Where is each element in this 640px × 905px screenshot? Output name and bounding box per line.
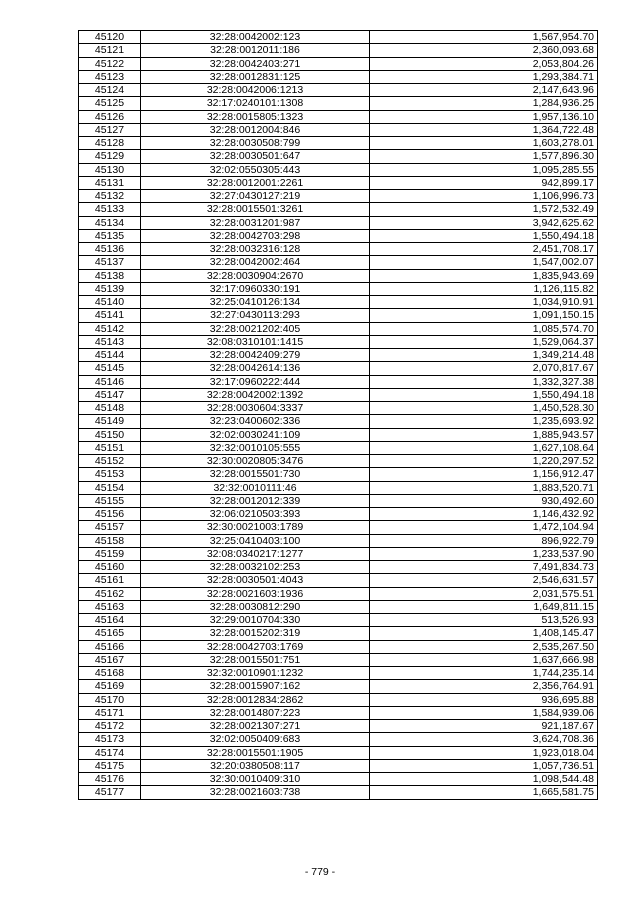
cadastral-number-cell: 32:29:0010704:330 bbox=[141, 614, 370, 627]
table-row bbox=[79, 534, 598, 547]
table-row bbox=[79, 309, 598, 322]
table-row bbox=[79, 44, 598, 57]
row-number-cell: 45166 bbox=[79, 640, 141, 653]
row-number-cell: 45148 bbox=[79, 402, 141, 415]
table-row bbox=[79, 494, 598, 507]
cadastral-number-cell: 32:28:0012831:125 bbox=[141, 70, 370, 83]
row-number-cell: 45176 bbox=[79, 773, 141, 786]
value-cell: 2,070,817.67 bbox=[370, 362, 598, 375]
row-number-cell: 45169 bbox=[79, 680, 141, 693]
value-cell: 1,091,150.15 bbox=[370, 309, 598, 322]
value-cell: 942,899.17 bbox=[370, 176, 598, 189]
cadastral-number-cell: 32:28:0042002:1392 bbox=[141, 388, 370, 401]
cadastral-number-cell: 32:28:0042002:123 bbox=[141, 31, 370, 44]
row-number-cell: 45133 bbox=[79, 203, 141, 216]
table-row bbox=[79, 150, 598, 163]
cadastral-number-cell: 32:28:0031201:987 bbox=[141, 216, 370, 229]
value-cell: 1,332,327.38 bbox=[370, 375, 598, 388]
value-cell: 2,535,267.50 bbox=[370, 640, 598, 653]
row-number-cell: 45127 bbox=[79, 123, 141, 136]
value-cell: 1,665,581.75 bbox=[370, 786, 598, 799]
row-number-cell: 45120 bbox=[79, 31, 141, 44]
cadastral-number-cell: 32:28:0042403:271 bbox=[141, 57, 370, 70]
table-row bbox=[79, 190, 598, 203]
cadastral-number-cell: 32:28:0042703:1769 bbox=[141, 640, 370, 653]
table-row bbox=[79, 84, 598, 97]
cadastral-number-cell: 32:30:0021003:1789 bbox=[141, 521, 370, 534]
value-cell: 1,235,693.92 bbox=[370, 415, 598, 428]
value-cell: 1,584,939.06 bbox=[370, 706, 598, 719]
cadastral-number-cell: 32:28:0042002:464 bbox=[141, 256, 370, 269]
table-row bbox=[79, 282, 598, 295]
value-cell: 1,883,520.71 bbox=[370, 481, 598, 494]
cadastral-number-cell: 32:27:0430113:293 bbox=[141, 309, 370, 322]
row-number-cell: 45128 bbox=[79, 137, 141, 150]
value-cell: 2,147,643.96 bbox=[370, 84, 598, 97]
row-number-cell: 45144 bbox=[79, 349, 141, 362]
cadastral-number-cell: 32:28:0012012:339 bbox=[141, 494, 370, 507]
value-cell: 7,491,834.73 bbox=[370, 561, 598, 574]
row-number-cell: 45150 bbox=[79, 428, 141, 441]
row-number-cell: 45137 bbox=[79, 256, 141, 269]
page-number: - 779 - bbox=[304, 866, 336, 878]
value-cell: 921,187.67 bbox=[370, 720, 598, 733]
table-row bbox=[79, 31, 598, 44]
value-cell: 1,547,002.07 bbox=[370, 256, 598, 269]
row-number-cell: 45138 bbox=[79, 269, 141, 282]
cadastral-value-table bbox=[78, 30, 598, 800]
table-row bbox=[79, 296, 598, 309]
cadastral-number-cell: 32:32:0010901:1232 bbox=[141, 667, 370, 680]
value-cell: 930,492.60 bbox=[370, 494, 598, 507]
cadastral-number-cell: 32:02:0550305:443 bbox=[141, 163, 370, 176]
table-row bbox=[79, 70, 598, 83]
table-row bbox=[79, 97, 598, 110]
row-number-cell: 45160 bbox=[79, 561, 141, 574]
row-number-cell: 45168 bbox=[79, 667, 141, 680]
value-cell: 1,577,896.30 bbox=[370, 150, 598, 163]
table-row bbox=[79, 680, 598, 693]
table-row bbox=[79, 123, 598, 136]
cadastral-number-cell: 32:28:0015501:751 bbox=[141, 653, 370, 666]
row-number-cell: 45174 bbox=[79, 746, 141, 759]
table-row bbox=[79, 587, 598, 600]
cadastral-number-cell: 32:28:0032316:128 bbox=[141, 243, 370, 256]
table-body bbox=[79, 31, 598, 800]
row-number-cell: 45163 bbox=[79, 600, 141, 613]
cadastral-number-cell: 32:28:0021603:1936 bbox=[141, 587, 370, 600]
row-number-cell: 45165 bbox=[79, 627, 141, 640]
value-cell: 1,220,297.52 bbox=[370, 455, 598, 468]
cadastral-number-cell: 32:30:0020805:3476 bbox=[141, 455, 370, 468]
table-row bbox=[79, 481, 598, 494]
row-number-cell: 45172 bbox=[79, 720, 141, 733]
value-cell: 2,546,631.57 bbox=[370, 574, 598, 587]
table-row bbox=[79, 441, 598, 454]
row-number-cell: 45125 bbox=[79, 97, 141, 110]
table-row bbox=[79, 653, 598, 666]
row-number-cell: 45155 bbox=[79, 494, 141, 507]
row-number-cell: 45161 bbox=[79, 574, 141, 587]
table-row bbox=[79, 508, 598, 521]
cadastral-number-cell: 32:28:0030508:799 bbox=[141, 137, 370, 150]
value-cell: 1,233,537.90 bbox=[370, 547, 598, 560]
row-number-cell: 45135 bbox=[79, 229, 141, 242]
table-row bbox=[79, 428, 598, 441]
cadastral-number-cell: 32:23:0400602:336 bbox=[141, 415, 370, 428]
value-cell: 936,695.88 bbox=[370, 693, 598, 706]
table-row bbox=[79, 362, 598, 375]
value-cell: 1,603,278.01 bbox=[370, 137, 598, 150]
row-number-cell: 45134 bbox=[79, 216, 141, 229]
value-cell: 1,835,943.69 bbox=[370, 269, 598, 282]
table-row bbox=[79, 349, 598, 362]
value-cell: 1,364,722.48 bbox=[370, 123, 598, 136]
table-row bbox=[79, 667, 598, 680]
value-cell: 1,550,494.18 bbox=[370, 229, 598, 242]
row-number-cell: 45162 bbox=[79, 587, 141, 600]
row-number-cell: 45132 bbox=[79, 190, 141, 203]
row-number-cell: 45130 bbox=[79, 163, 141, 176]
cadastral-number-cell: 32:28:0030812:290 bbox=[141, 600, 370, 613]
value-cell: 1,649,811.15 bbox=[370, 600, 598, 613]
table-row bbox=[79, 614, 598, 627]
cadastral-number-cell: 32:17:0240101:1308 bbox=[141, 97, 370, 110]
value-cell: 1,957,136.10 bbox=[370, 110, 598, 123]
value-cell: 1,085,574.70 bbox=[370, 322, 598, 335]
table-row bbox=[79, 110, 598, 123]
cadastral-number-cell: 32:17:0960330:191 bbox=[141, 282, 370, 295]
value-cell: 1,637,666.98 bbox=[370, 653, 598, 666]
cadastral-number-cell: 32:28:0030501:4043 bbox=[141, 574, 370, 587]
table-row bbox=[79, 229, 598, 242]
cadastral-number-cell: 32:02:0050409:683 bbox=[141, 733, 370, 746]
row-number-cell: 45171 bbox=[79, 706, 141, 719]
cadastral-number-cell: 32:28:0030604:3337 bbox=[141, 402, 370, 415]
row-number-cell: 45154 bbox=[79, 481, 141, 494]
row-number-cell: 45157 bbox=[79, 521, 141, 534]
value-cell: 896,922.79 bbox=[370, 534, 598, 547]
cadastral-number-cell: 32:28:0042703:298 bbox=[141, 229, 370, 242]
value-cell: 2,053,804.26 bbox=[370, 57, 598, 70]
table-row bbox=[79, 773, 598, 786]
table-row bbox=[79, 322, 598, 335]
table-row bbox=[79, 203, 598, 216]
value-cell: 1,284,936.25 bbox=[370, 97, 598, 110]
cadastral-number-cell: 32:28:0015501:730 bbox=[141, 468, 370, 481]
value-cell: 1,106,996.73 bbox=[370, 190, 598, 203]
cadastral-number-cell: 32:06:0210503:393 bbox=[141, 508, 370, 521]
value-cell: 1,126,115.82 bbox=[370, 282, 598, 295]
cadastral-number-cell: 32:17:0960222:444 bbox=[141, 375, 370, 388]
row-number-cell: 45158 bbox=[79, 534, 141, 547]
value-cell: 1,572,532.49 bbox=[370, 203, 598, 216]
row-number-cell: 45145 bbox=[79, 362, 141, 375]
value-cell: 2,451,708.17 bbox=[370, 243, 598, 256]
value-cell: 1,408,145.47 bbox=[370, 627, 598, 640]
cadastral-number-cell: 32:20:0380508:117 bbox=[141, 759, 370, 772]
cadastral-number-cell: 32:28:0015805:1323 bbox=[141, 110, 370, 123]
row-number-cell: 45173 bbox=[79, 733, 141, 746]
row-number-cell: 45170 bbox=[79, 693, 141, 706]
cadastral-number-cell: 32:32:0010105:555 bbox=[141, 441, 370, 454]
cadastral-number-cell: 32:28:0021202:405 bbox=[141, 322, 370, 335]
table-row bbox=[79, 574, 598, 587]
table-row bbox=[79, 561, 598, 574]
table-row bbox=[79, 243, 598, 256]
row-number-cell: 45147 bbox=[79, 388, 141, 401]
table-row bbox=[79, 269, 598, 282]
row-number-cell: 45141 bbox=[79, 309, 141, 322]
table-row bbox=[79, 402, 598, 415]
table-row bbox=[79, 627, 598, 640]
value-cell: 2,360,093.68 bbox=[370, 44, 598, 57]
cadastral-number-cell: 32:28:0012004:846 bbox=[141, 123, 370, 136]
row-number-cell: 45152 bbox=[79, 455, 141, 468]
table-row bbox=[79, 693, 598, 706]
value-cell: 1,034,910.91 bbox=[370, 296, 598, 309]
table-row bbox=[79, 216, 598, 229]
value-cell: 3,624,708.36 bbox=[370, 733, 598, 746]
table-row bbox=[79, 455, 598, 468]
table-row bbox=[79, 547, 598, 560]
cadastral-number-cell: 32:28:0030501:647 bbox=[141, 150, 370, 163]
table-row bbox=[79, 706, 598, 719]
value-cell: 1,627,108.64 bbox=[370, 441, 598, 454]
row-number-cell: 45151 bbox=[79, 441, 141, 454]
value-cell: 513,526.93 bbox=[370, 614, 598, 627]
table-row bbox=[79, 521, 598, 534]
cadastral-number-cell: 32:02:0030241:109 bbox=[141, 428, 370, 441]
cadastral-number-cell: 32:28:0015501:1905 bbox=[141, 746, 370, 759]
row-number-cell: 45164 bbox=[79, 614, 141, 627]
table-row bbox=[79, 57, 598, 70]
value-cell: 1,923,018.04 bbox=[370, 746, 598, 759]
cadastral-number-cell: 32:08:0310101:1415 bbox=[141, 335, 370, 348]
row-number-cell: 45122 bbox=[79, 57, 141, 70]
table-row bbox=[79, 176, 598, 189]
value-cell: 1,744,235.14 bbox=[370, 667, 598, 680]
cadastral-number-cell: 32:28:0042409:279 bbox=[141, 349, 370, 362]
table-row bbox=[79, 733, 598, 746]
value-cell: 1,885,943.57 bbox=[370, 428, 598, 441]
row-number-cell: 45123 bbox=[79, 70, 141, 83]
value-cell: 1,529,064.37 bbox=[370, 335, 598, 348]
value-cell: 2,031,575.51 bbox=[370, 587, 598, 600]
row-number-cell: 45177 bbox=[79, 786, 141, 799]
row-number-cell: 45124 bbox=[79, 84, 141, 97]
cadastral-number-cell: 32:28:0012001:2261 bbox=[141, 176, 370, 189]
cadastral-number-cell: 32:28:0012011:186 bbox=[141, 44, 370, 57]
cadastral-number-cell: 32:28:0030904:2670 bbox=[141, 269, 370, 282]
row-number-cell: 45140 bbox=[79, 296, 141, 309]
row-number-cell: 45143 bbox=[79, 335, 141, 348]
row-number-cell: 45121 bbox=[79, 44, 141, 57]
row-number-cell: 45126 bbox=[79, 110, 141, 123]
row-number-cell: 45139 bbox=[79, 282, 141, 295]
row-number-cell: 45131 bbox=[79, 176, 141, 189]
row-number-cell: 45136 bbox=[79, 243, 141, 256]
table-row bbox=[79, 256, 598, 269]
cadastral-number-cell: 32:27:0430127:219 bbox=[141, 190, 370, 203]
value-cell: 1,293,384.71 bbox=[370, 70, 598, 83]
row-number-cell: 45149 bbox=[79, 415, 141, 428]
row-number-cell: 45153 bbox=[79, 468, 141, 481]
cadastral-number-cell: 32:28:0042614:136 bbox=[141, 362, 370, 375]
value-cell: 3,942,625.62 bbox=[370, 216, 598, 229]
cadastral-number-cell: 32:28:0042006:1213 bbox=[141, 84, 370, 97]
table-row bbox=[79, 375, 598, 388]
row-number-cell: 45129 bbox=[79, 150, 141, 163]
cadastral-number-cell: 32:28:0021307:271 bbox=[141, 720, 370, 733]
cadastral-number-cell: 32:28:0014807:223 bbox=[141, 706, 370, 719]
value-cell: 1,450,528.30 bbox=[370, 402, 598, 415]
cadastral-number-cell: 32:28:0015501:3261 bbox=[141, 203, 370, 216]
cadastral-number-cell: 32:25:0410126:134 bbox=[141, 296, 370, 309]
cadastral-number-cell: 32:28:0032102:253 bbox=[141, 561, 370, 574]
value-cell: 2,356,764.91 bbox=[370, 680, 598, 693]
value-cell: 1,146,432.92 bbox=[370, 508, 598, 521]
table-row bbox=[79, 746, 598, 759]
row-number-cell: 45167 bbox=[79, 653, 141, 666]
table-row bbox=[79, 600, 598, 613]
cadastral-number-cell: 32:28:0015907:162 bbox=[141, 680, 370, 693]
row-number-cell: 45159 bbox=[79, 547, 141, 560]
cadastral-number-cell: 32:30:0010409:310 bbox=[141, 773, 370, 786]
row-number-cell: 45146 bbox=[79, 375, 141, 388]
value-cell: 1,057,736.51 bbox=[370, 759, 598, 772]
table-row bbox=[79, 415, 598, 428]
table-row bbox=[79, 786, 598, 799]
cadastral-number-cell: 32:25:0410403:100 bbox=[141, 534, 370, 547]
table-row bbox=[79, 759, 598, 772]
value-cell: 1,550,494.18 bbox=[370, 388, 598, 401]
cadastral-number-cell: 32:08:0340217:1277 bbox=[141, 547, 370, 560]
value-cell: 1,472,104.94 bbox=[370, 521, 598, 534]
cadastral-number-cell: 32:28:0015202:319 bbox=[141, 627, 370, 640]
row-number-cell: 45175 bbox=[79, 759, 141, 772]
table-row bbox=[79, 163, 598, 176]
table-row bbox=[79, 720, 598, 733]
row-number-cell: 45142 bbox=[79, 322, 141, 335]
table-row bbox=[79, 335, 598, 348]
cadastral-number-cell: 32:32:0010111:46 bbox=[141, 481, 370, 494]
cadastral-number-cell: 32:28:0021603:738 bbox=[141, 786, 370, 799]
table-row bbox=[79, 640, 598, 653]
value-cell: 1,567,954.70 bbox=[370, 31, 598, 44]
value-cell: 1,095,285.55 bbox=[370, 163, 598, 176]
value-cell: 1,156,912.47 bbox=[370, 468, 598, 481]
value-cell: 1,349,214.48 bbox=[370, 349, 598, 362]
value-cell: 1,098,544.48 bbox=[370, 773, 598, 786]
row-number-cell: 45156 bbox=[79, 508, 141, 521]
table-row bbox=[79, 137, 598, 150]
cadastral-number-cell: 32:28:0012834:2862 bbox=[141, 693, 370, 706]
table-row bbox=[79, 468, 598, 481]
table-row bbox=[79, 388, 598, 401]
